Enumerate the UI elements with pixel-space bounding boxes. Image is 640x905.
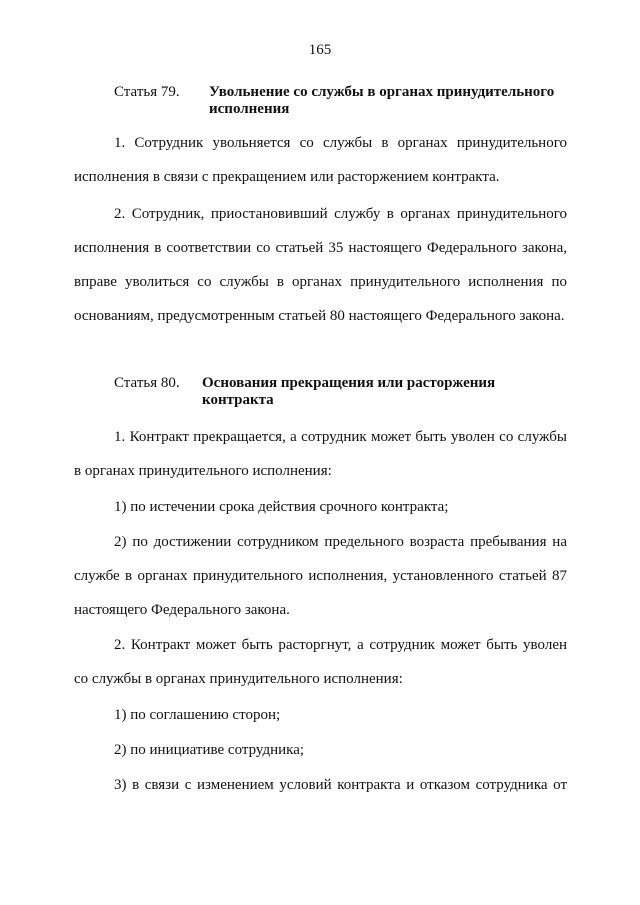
article-label: Статья 79. <box>114 84 180 100</box>
list-item: 3) в связи с изменением условий контракта и отказом сотрудника от <box>114 777 567 793</box>
list-item: 1) по истечении срока действия срочного контракта; <box>114 499 449 515</box>
paragraph: 1. Сотрудник увольняется со службы в органах принудительного исполнения в связи с прекращением или расторжением контракта. <box>74 135 567 185</box>
article-title-line: Увольнение со службы в органах принудительного <box>209 84 555 100</box>
paragraph: 1. Контракт прекращается, а сотрудник может быть уволен со службы в органах принудительного исполнения: <box>74 429 567 479</box>
article-title <box>202 375 495 409</box>
paragraph: 2. Контракт может быть расторгнут, а сотрудник может быть уволен со службы в органах принудительного исполнения: <box>74 637 567 687</box>
article-title-line: Основания прекращения или расторжения <box>202 375 496 391</box>
article-title <box>209 84 554 118</box>
page-number: 165 <box>308 42 332 58</box>
article-label: Статья 80. <box>114 375 180 391</box>
list-item: 1) по соглашению сторон; <box>114 707 281 723</box>
article-title-line: исполнения <box>209 101 290 117</box>
list-item: 2) по достижении сотрудником предельного возраста пребывания на службе в органах принудительного исполнения, установленного статьей 87 настоящего Федерального закона. <box>74 534 567 618</box>
article-title-line: контракта <box>202 392 274 408</box>
list-item: 2) по инициативе сотрудника; <box>114 742 305 758</box>
paragraph: 2. Сотрудник, приостановивший службу в органах принудительного исполнения в соответствии со статьей 35 настоящего Федерального закона, вправе уволиться со службы в органах принудительного исполнения по основаниям, предусмотренным статьей 80 настоящего Федерального закона. <box>74 206 567 324</box>
